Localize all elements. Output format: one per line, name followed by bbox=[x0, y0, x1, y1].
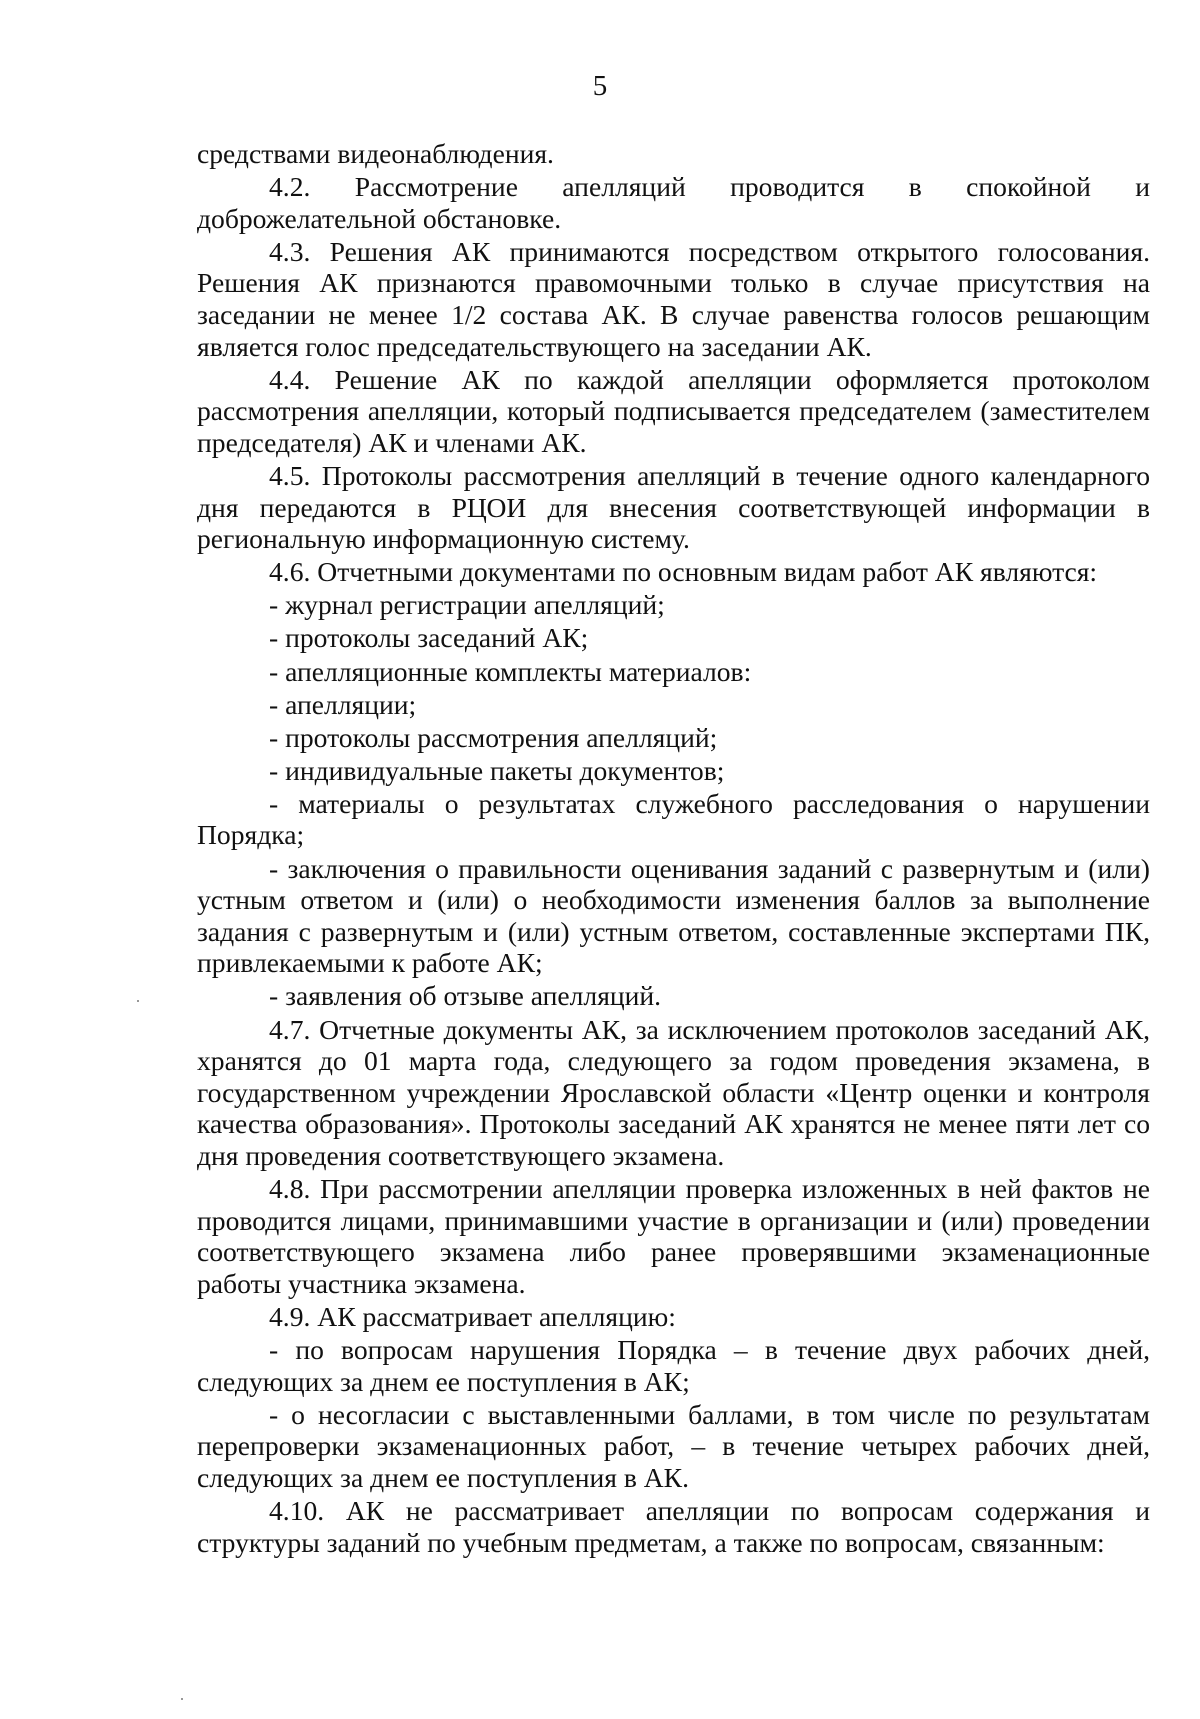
paragraph: 4.4. Решение АК по каждой апелляции оформляется протоколом рассмотрения апелляции, который подписывается председателем (заместителем председателя) АК и членами АК. bbox=[197, 363, 1150, 458]
scan-speck bbox=[137, 1000, 139, 1002]
paragraph: - апелляционные комплекты материалов: bbox=[269, 655, 752, 687]
paragraph: - индивидуальные пакеты документов; bbox=[269, 754, 725, 786]
document-body bbox=[197, 138, 1150, 1558]
paragraph: - заключения о правильности оценивания заданий с развернутым и (или) устным ответом и (или) о необходимости изменения баллов за выполнение задания с развернутым и (или) устным ответом, составленные экспертами ПК, привлекаемыми к работе АК; bbox=[197, 852, 1150, 979]
paragraph: 4.6. Отчетными документами по основным видам работ АК являются: bbox=[269, 556, 1098, 588]
paragraph: 4.8. При рассмотрении апелляции проверка изложенных в ней фактов не проводится лицами, принимавшими участие в организации и (или) проведении соответствующего экзамена либо ранее проверявшими экзаменационные работы участника экзамена. bbox=[197, 1173, 1150, 1299]
paragraph: - апелляции; bbox=[269, 688, 417, 720]
paragraph: - по вопросам нарушения Порядка – в течение двух рабочих дней, следующих за днем ее поступления в АК; bbox=[197, 1333, 1150, 1397]
paragraph: средствами видеонаблюдения. bbox=[197, 138, 554, 169]
paragraph: 4.7. Отчетные документы АК, за исключением протоколов заседаний АК, хранятся до 01 марта года, следующего за годом проведения экзамена, в государственном учреждении Ярославской области «Центр оценки и контроля качества образования». Протоколы заседаний АК хранятся не менее пяти лет со дня проведения соответствующего экзамена. bbox=[197, 1013, 1150, 1171]
paragraph: 4.2. Рассмотрение апелляций проводится в спокойной и доброжелательной обстановке. bbox=[197, 171, 1150, 234]
paragraph: - материалы о результатах служебного расследования о нарушении Порядка; bbox=[197, 787, 1150, 851]
paragraph: - журнал регистрации апелляций; bbox=[269, 589, 665, 621]
paragraph: - заявления об отзыве апелляций. bbox=[269, 980, 662, 1012]
page-number: 5 bbox=[592, 70, 608, 102]
paragraph: 4.10. АК не рассматривает апелляции по вопросам содержания и структуры заданий по учебным предметам, а также по вопросам, связанным: bbox=[197, 1494, 1150, 1558]
paragraph: 4.3. Решения АК принимаются посредством открытого голосования. Решения АК признаются правомочными только в случае присутствия на заседании не менее 1/2 состава АК. В случае равенства голосов решающим является голос председательствующего на заседании АК. bbox=[197, 235, 1150, 362]
paragraph: 4.5. Протоколы рассмотрения апелляций в течение одного календарного дня передаются в РЦОИ для внесения соответствующей информации в региональную информационную систему. bbox=[197, 459, 1150, 555]
paragraph: - протоколы рассмотрения апелляций; bbox=[269, 721, 718, 753]
paragraph: 4.9. АК рассматривает апелляцию: bbox=[269, 1300, 676, 1332]
paragraph: - о несогласии с выставленными баллами, в том числе по результатам перепроверки экзаменационных работ, – в течение четырех рабочих дней, следующих за днем ее поступления в АК. bbox=[197, 1398, 1150, 1493]
scan-speck bbox=[181, 1698, 183, 1700]
paragraph: - протоколы заседаний АК; bbox=[269, 622, 589, 654]
